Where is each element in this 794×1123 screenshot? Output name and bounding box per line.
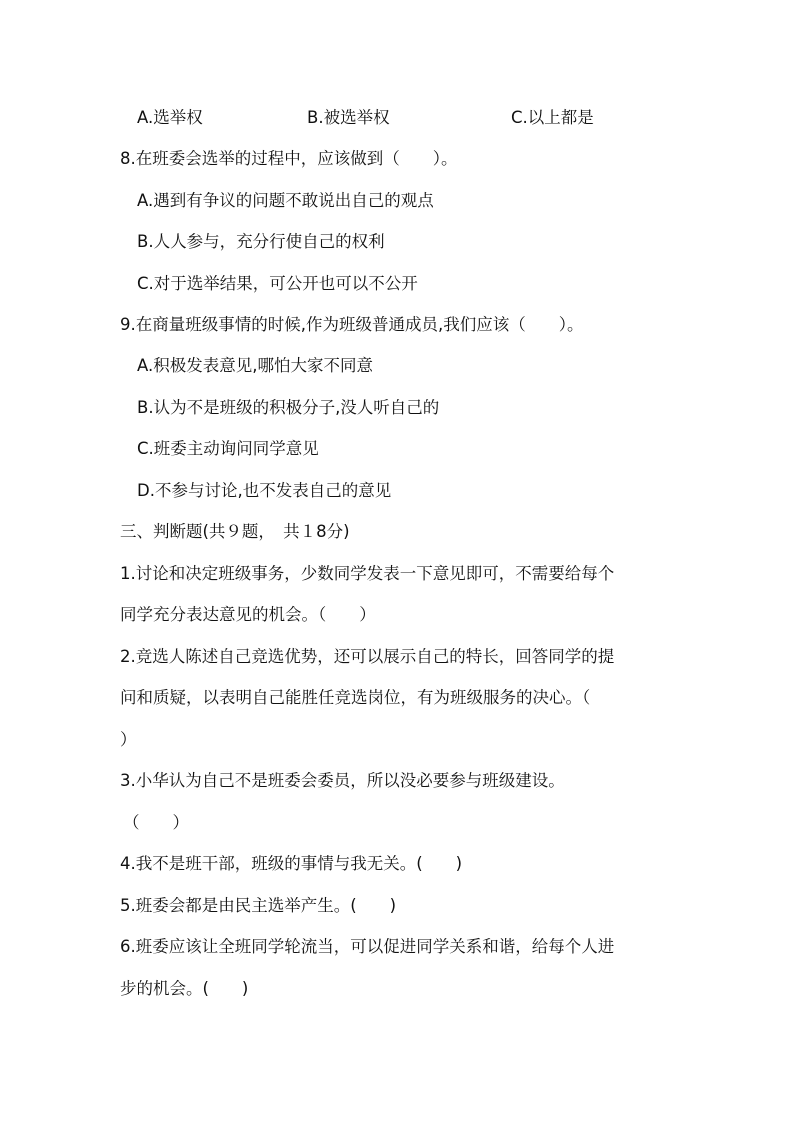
tf-q2-line2: 问和质疑，以表明自己能胜任竞选岗位，有为班级服务的决心。（	[120, 688, 591, 707]
q8-option-b: B.人人参与，充分行使自己的权利	[137, 232, 385, 251]
tf-q6-line1: 6.班委应该让全班同学轮流当，可以促进同学关系和谐，给每个人进	[120, 937, 615, 956]
q9-option-d: D.不参与讨论,也不发表自己的意见	[137, 481, 392, 500]
tf-q3-line2: （ ）	[123, 813, 189, 832]
tf-q6-line2: 步的机会。( )	[120, 979, 249, 998]
tf-q3-line1: 3.小华认为自己不是班委会委员，所以没必要参与班级建设。	[120, 771, 565, 790]
tf-q1-line1: 1.讨论和决定班级事务，少数同学发表一下意见即可，不需要给每个	[120, 564, 615, 583]
section-heading-true-false: 三、判断题(共９题， 共１8分)	[120, 522, 350, 541]
tf-q2-line3: ）	[120, 730, 137, 749]
q8-stem: 8.在班委会选举的过程中，应该做到（ ）。	[120, 149, 458, 168]
q7-options-row	[137, 105, 717, 131]
q9-option-c: C.班委主动询问同学意见	[137, 439, 319, 458]
q9-option-a: A.积极发表意见,哪怕大家不同意	[137, 356, 373, 375]
tf-q4: 4.我不是班干部，班级的事情与我无关。( )	[120, 854, 463, 873]
q7-option-a: A.选举权	[137, 108, 203, 127]
tf-q5: 5.班委会都是由民主选举产生。( )	[120, 896, 397, 915]
q8-option-a: A.遇到有争议的问题不敢说出自己的观点	[137, 191, 434, 210]
q9-stem: 9.在商量班级事情的时候,作为班级普通成员,我们应该（ ）。	[120, 315, 584, 334]
q7-option-c: C.以上都是	[511, 108, 594, 127]
tf-q2-line1: 2.竞选人陈述自己竞选优势，还可以展示自己的特长，回答同学的提	[120, 647, 615, 666]
tf-q1-line2: 同学充分表达意见的机会。（ ）	[120, 605, 376, 624]
q8-option-c: C.对于选举结果，可公开也可以不公开	[137, 274, 418, 293]
q7-option-b: B.被选举权	[307, 108, 390, 127]
q9-option-b: B.认为不是班级的积极分子,没人听自己的	[137, 398, 440, 417]
